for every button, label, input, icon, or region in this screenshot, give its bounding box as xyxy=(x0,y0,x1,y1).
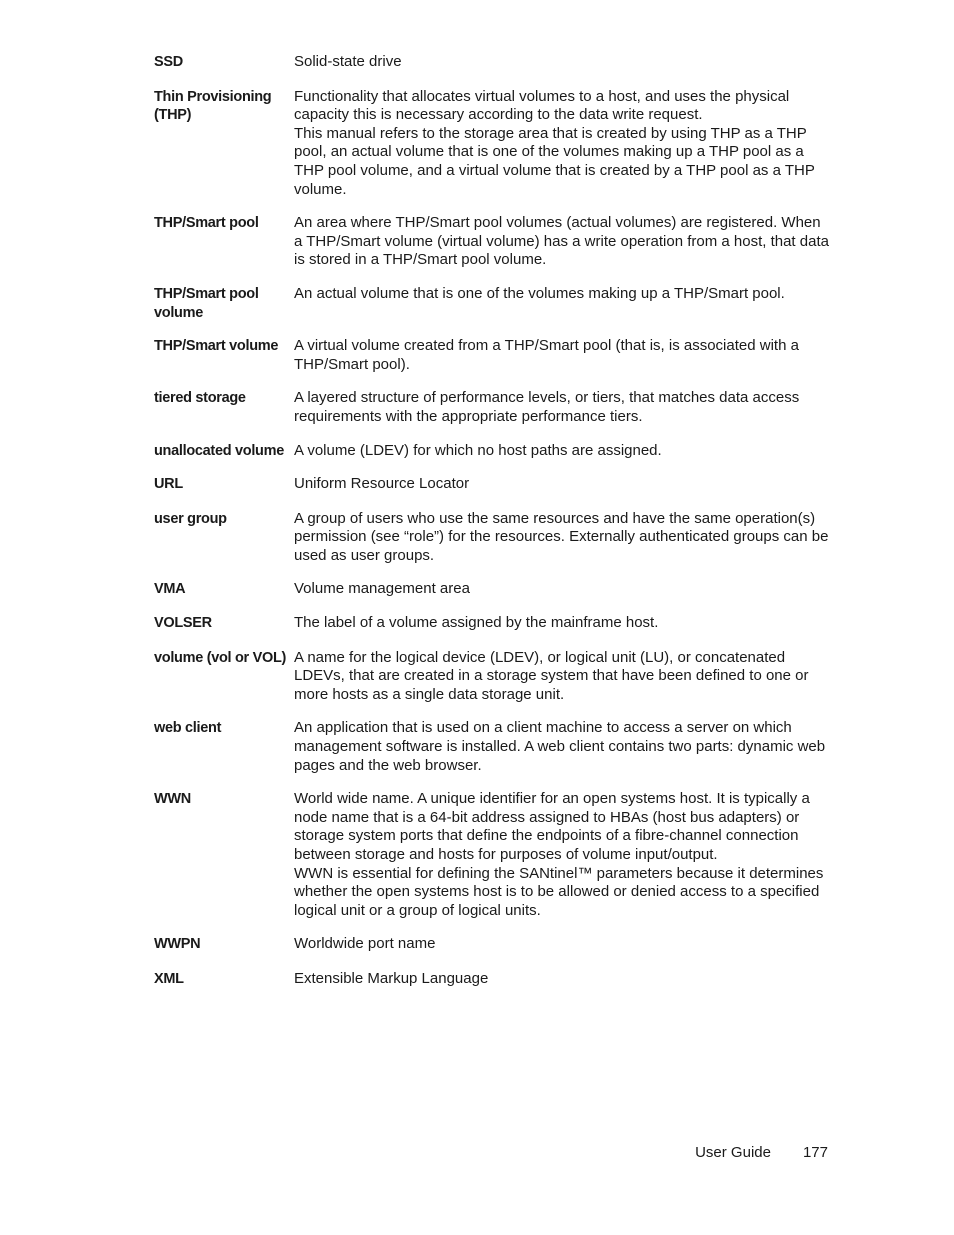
glossary-definition xyxy=(294,88,830,200)
glossary-entry xyxy=(154,790,830,920)
glossary-definition xyxy=(294,389,830,426)
glossary-definition xyxy=(294,337,830,374)
glossary-term: Thin Provisioning (THP) xyxy=(154,88,272,124)
definition-paragraph: This manual refers to the storage area that is created by using THP as a THP pool, an actual volume that is one of the volumes making up a THP pool as a THP pool volume, and a virtual volume that is created by a THP pool as a THP volume. xyxy=(294,124,815,198)
glossary-term: VOLSER xyxy=(154,615,212,632)
glossary-entry xyxy=(154,970,830,989)
glossary-entry xyxy=(154,53,830,72)
definition-paragraph: World wide name. A unique identifier for an open systems host. It is typically a node name that is a 64-bit address assigned to HBAs (host bus adapters) or storage system ports that define the endpoints of a fibre-channel connection between storage and hosts for purposes of volume input/output. xyxy=(294,790,810,863)
definition-paragraph: Extensible Markup Language xyxy=(294,969,489,987)
definition-paragraph: Functionality that allocates virtual volumes to a host, and uses the physical capacity this is necessary according to the data write request. xyxy=(294,87,790,124)
definition-paragraph: WWN is essential for defining the SANtinel™ parameters because it determines whether the open systems host is to be allowed or denied access to a specified logical unit or a group of logical units. xyxy=(294,864,824,919)
glossary-definition xyxy=(294,580,830,599)
glossary-definition xyxy=(294,442,830,461)
glossary-term: web client xyxy=(154,720,222,737)
glossary-term: volume (vol or VOL) xyxy=(154,649,287,666)
glossary-term: user group xyxy=(154,510,227,527)
glossary-entry xyxy=(154,475,830,494)
glossary-definition xyxy=(294,935,830,954)
glossary-term: URL xyxy=(154,476,183,493)
definition-paragraph: An application that is used on a client machine to access a server on which management software is installed. A web client contains two parts: dynamic web pages and the web browser. xyxy=(294,719,826,774)
glossary-term: THP/Smart pool volume xyxy=(154,285,259,321)
glossary-entry xyxy=(154,442,830,461)
glossary-definition xyxy=(294,53,830,72)
definition-paragraph: Volume management area xyxy=(294,580,470,598)
glossary-definition xyxy=(294,475,830,494)
page-number: 177 xyxy=(802,1144,828,1161)
glossary-definition xyxy=(294,614,830,633)
glossary-definition xyxy=(294,285,830,304)
glossary-term: WWPN xyxy=(154,936,201,953)
glossary-entry xyxy=(154,285,830,322)
glossary-definition xyxy=(294,649,830,705)
glossary-term: WWN xyxy=(154,791,191,808)
definition-paragraph: Uniform Resource Locator xyxy=(294,475,470,493)
glossary-definition xyxy=(294,719,830,775)
glossary-entry xyxy=(154,649,830,705)
glossary-entry xyxy=(154,510,830,566)
glossary-entry xyxy=(154,614,830,633)
glossary-entry xyxy=(154,719,830,775)
glossary-term: THP/Smart pool xyxy=(154,215,259,232)
glossary-entry xyxy=(154,214,830,270)
glossary-term: XML xyxy=(154,970,184,987)
definition-paragraph: A group of users who use the same resources and have the same operation(s) permission (see “role”) for the resources. Externally authenticated groups can be used as user groups. xyxy=(294,509,829,564)
glossary-term: THP/Smart volume xyxy=(154,338,279,355)
definition-paragraph: Worldwide port name xyxy=(294,935,436,953)
definition-paragraph: The label of a volume assigned by the mainframe host. xyxy=(294,614,659,632)
glossary-term: VMA xyxy=(154,581,186,598)
glossary-entry xyxy=(154,389,830,426)
glossary-definition xyxy=(294,214,830,270)
page-footer xyxy=(695,1144,828,1162)
glossary-definition xyxy=(294,970,830,989)
definition-paragraph: A name for the logical device (LDEV), or logical unit (LU), or concatenated LDEVs, that are created in a storage system that have been defined to one or more hosts as a single data storage unit. xyxy=(294,648,809,703)
glossary xyxy=(154,53,830,989)
glossary-entry xyxy=(154,88,830,200)
glossary-entry xyxy=(154,337,830,374)
definition-paragraph: A virtual volume created from a THP/Smart pool (that is, is associated with a THP/Smart pool). xyxy=(294,337,799,373)
glossary-definition xyxy=(294,790,830,920)
glossary-term: unallocated volume xyxy=(154,442,284,459)
definition-paragraph: An area where THP/Smart pool volumes (actual volumes) are registered. When a THP/Smart volume (virtual volume) has a write operation from a host, that data is stored in a THP/Smart pool volume. xyxy=(294,214,829,269)
footer-title: User Guide xyxy=(695,1144,771,1161)
definition-paragraph: A volume (LDEV) for which no host paths are assigned. xyxy=(294,441,662,459)
glossary-term: SSD xyxy=(154,54,183,70)
glossary-term: tiered storage xyxy=(154,390,246,407)
glossary-entry xyxy=(154,935,830,954)
glossary-definition xyxy=(294,510,830,566)
definition-paragraph: Solid-state drive xyxy=(294,53,402,70)
definition-paragraph: A layered structure of performance levels, or tiers, that matches data access requirements with the appropriate performance tiers. xyxy=(294,389,800,425)
definition-paragraph: An actual volume that is one of the volumes making up a THP/Smart pool. xyxy=(294,284,785,302)
glossary-entry xyxy=(154,580,830,599)
